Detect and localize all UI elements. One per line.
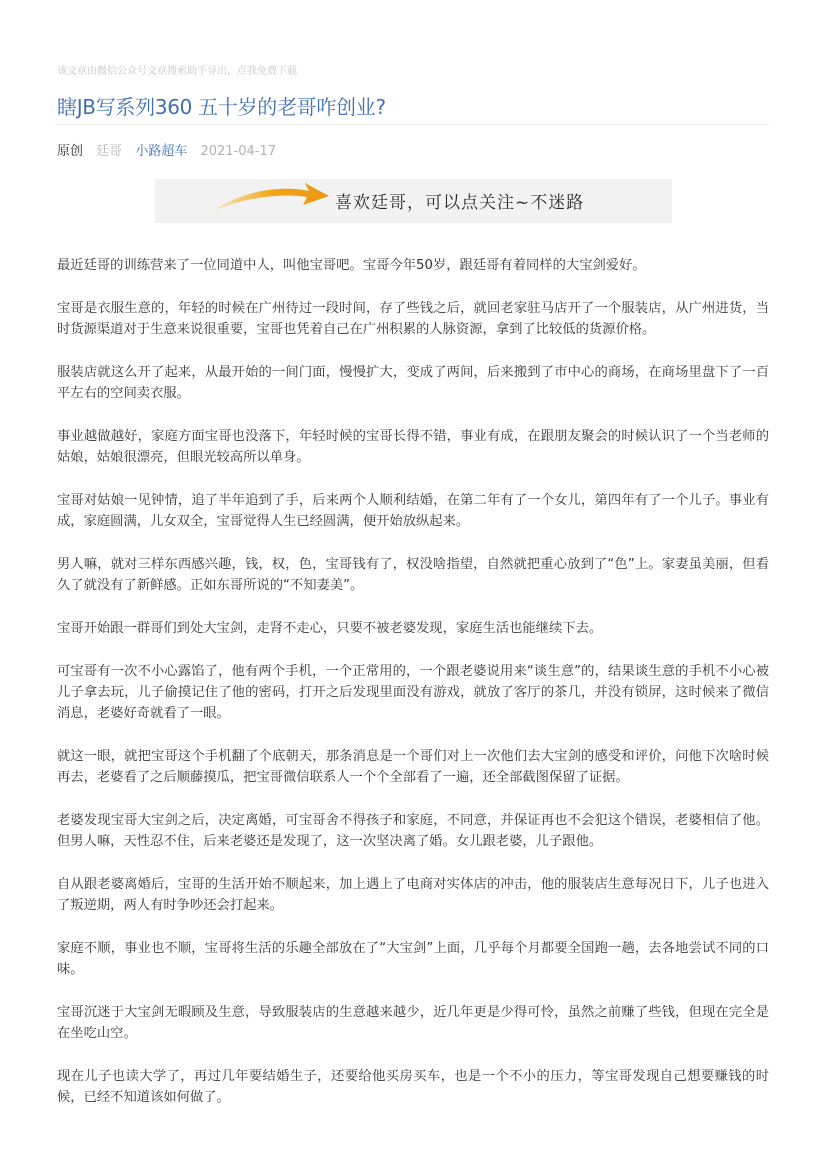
paragraph: 自从跟老婆离婚后，宝哥的生活开始不顺起来，加上遇上了电商对实体店的冲击，他的服装店生意每况日下，儿子也进入了叛逆期，两人有时争吵还会打起来。	[57, 877, 769, 913]
original-tag: 原创	[57, 144, 84, 159]
paragraph: 现在儿子也读大学了，再过几年要结婚生子，还要给他买房买车，也是一个不小的压力，等宝哥发现自己想要赚钱的时候，已经不知道该如何做了。	[57, 1069, 769, 1105]
export-notice-link[interactable]: 该文章由微信公众号文章搜索助手导出，点我免费下载	[57, 66, 297, 77]
banner-text: 喜欢廷哥，可以点关注~不迷路	[335, 193, 585, 213]
publish-date: 2021-04-17	[200, 144, 277, 159]
account-link[interactable]: 小路超车	[135, 144, 188, 159]
author-name: 廷哥	[96, 144, 123, 159]
follow-banner	[155, 179, 672, 223]
paragraph: 服装店就这么开了起来，从最开始的一间门面，慢慢扩大，变成了两间，后来搬到了市中心的商场，在商场里盘下了一百平左右的空间卖衣服。	[57, 365, 769, 401]
article-meta	[57, 140, 285, 159]
paragraph: 最近廷哥的训练营来了一位同道中人，叫他宝哥吧。宝哥今年50岁，跟廷哥有着同样的大宝剑爱好。	[57, 258, 646, 273]
paragraph: 就这一眼，就把宝哥这个手机翻了个底朝天，那条消息是一个哥们对上一次他们去大宝剑的感受和评价，问他下次啥时候再去，老婆看了之后顺藤摸瓜，把宝哥微信联系人一个个全部看了一遍，还全部截图保留了证据。	[57, 749, 769, 785]
paragraph: 宝哥对姑娘一见钟情，追了半年追到了手，后来两个人顺利结婚，在第二年有了一个女儿，第四年有了一个儿子。事业有成，家庭圆满，儿女双全，宝哥觉得人生已经圆满，便开始放纵起来。	[57, 493, 769, 529]
paragraph: 家庭不顺，事业也不顺，宝哥将生活的乐趣全部放在了“大宝剑”上面，几乎每个月都要全国跑一趟，去各地尝试不同的口味。	[57, 941, 769, 977]
paragraph: 宝哥是衣服生意的，年轻的时候在广州待过一段时间，存了些钱之后，就回老家驻马店开了一个服装店，从广州进货，当时货源渠道对于生意来说很重要，宝哥也凭着自己在广州积累的人脉资源，拿到了比较低的货源价格。	[57, 301, 769, 337]
article-title: 瞎JB写系列360 五十岁的老哥咋创业?	[57, 95, 386, 119]
paragraph: 可宝哥有一次不小心露馅了，他有两个手机，一个正常用的，一个跟老婆说用来“谈生意”的，结果谈生意的手机不小心被儿子拿去玩，儿子偷摸记住了他的密码，打开之后发现里面没有游戏，就放了客厅的茶几，并没有锁屏，这时候来了微信消息，老婆好奇就看了一眼。	[57, 664, 769, 721]
paragraph: 宝哥沉迷于大宝剑无暇顾及生意，导致服装店的生意越来越少，近几年更是少得可怜，虽然之前赚了些钱，但现在完全是在坐吃山空。	[57, 1005, 769, 1041]
paragraph: 男人嘛，就对三样东西感兴趣，钱，权，色，宝哥钱有了，权没啥指望，自然就把重心放到了“色”上。家妻虽美丽，但看久了就没有了新鲜感。正如东哥所说的“不知妻美”。	[57, 557, 769, 593]
paragraph: 老婆发现宝哥大宝剑之后，决定离婚，可宝哥舍不得孩子和家庭，不同意，并保证再也不会犯这个错误，老婆相信了他。但男人嘛，天性忍不住，后来老婆还是发现了，这一次坚决离了婚。女儿跟老婆，儿子跟他。	[57, 813, 769, 849]
paragraph: 事业越做越好，家庭方面宝哥也没落下，年轻时候的宝哥长得不错，事业有成，在跟朋友聚会的时候认识了一个当老师的姑娘，姑娘很漂亮，但眼光较高所以单身。	[57, 429, 769, 465]
paragraph: 宝哥开始跟一群哥们到处大宝剑，走肾不走心，只要不被老婆发现，家庭生活也能继续下去。	[57, 621, 603, 636]
title-divider	[57, 124, 769, 125]
article-body	[57, 255, 769, 1130]
swoosh-arrow-icon	[211, 181, 331, 221]
